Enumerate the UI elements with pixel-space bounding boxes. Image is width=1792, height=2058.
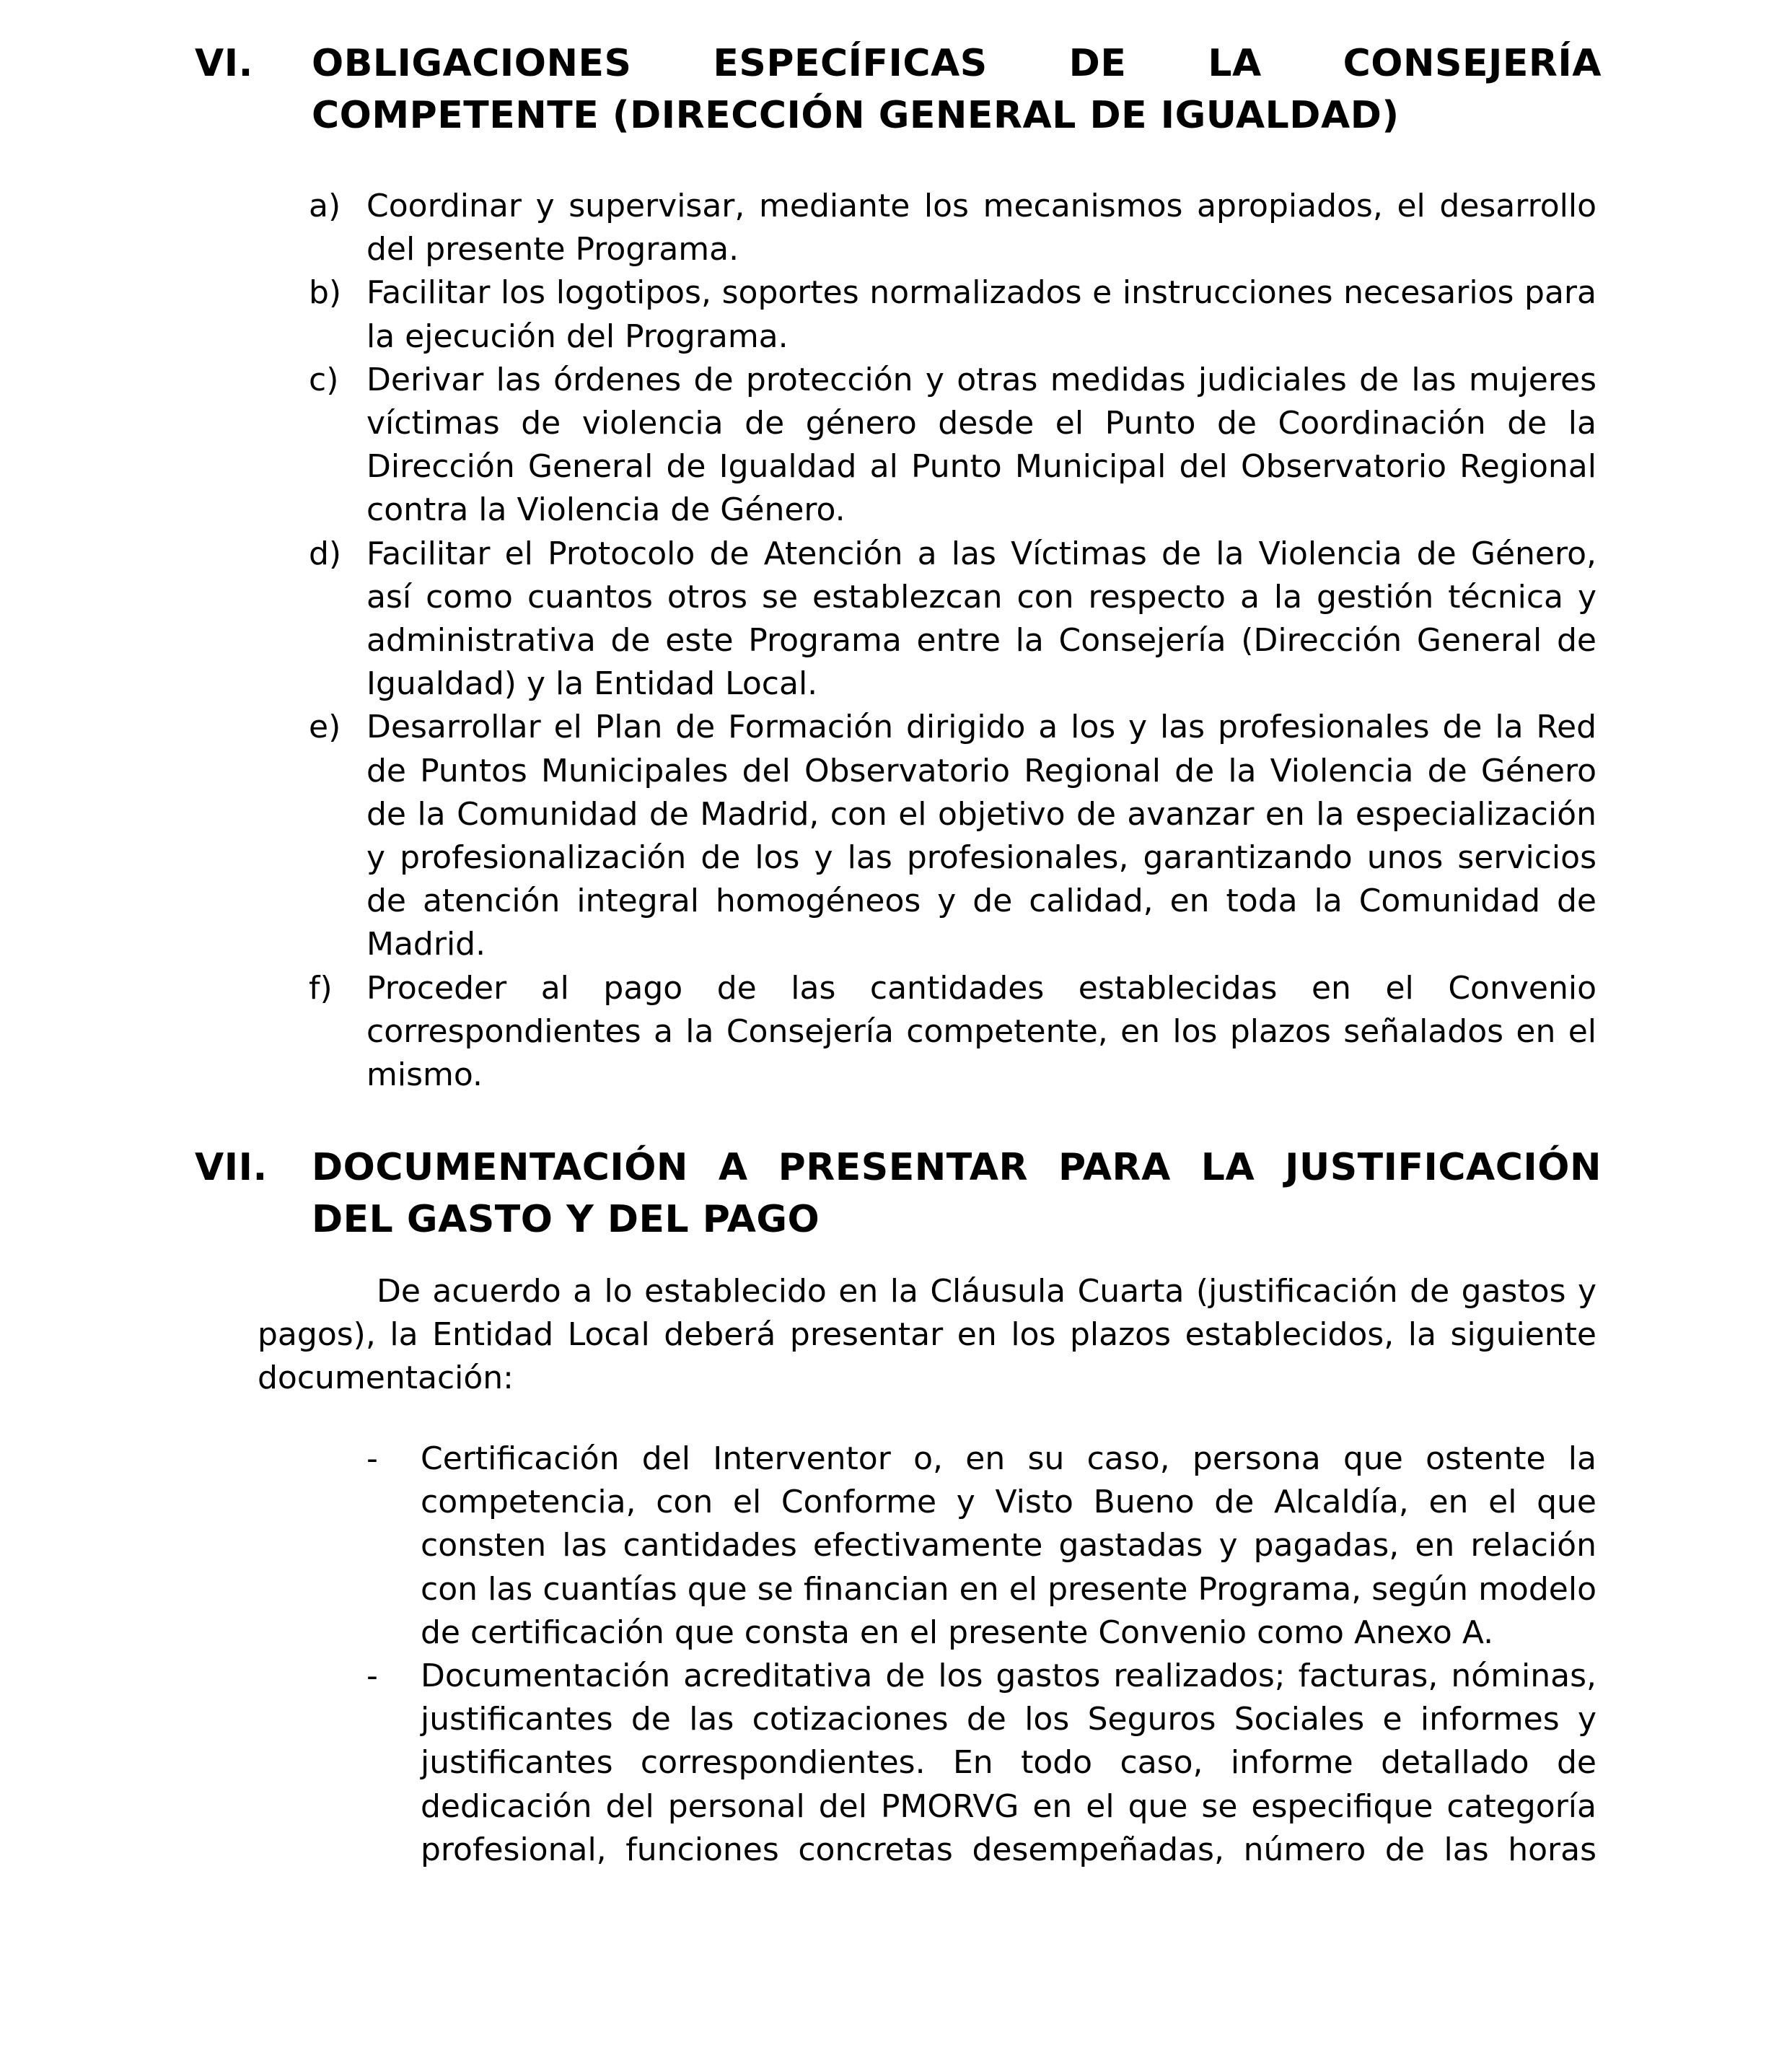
list-marker: a) <box>309 188 341 224</box>
list-item-text: Coordinar y supervisar, mediante los mecanismos apropiados, el desarrollo del presente Programa. <box>366 188 1596 268</box>
list-item <box>366 1437 1596 1655</box>
list-item <box>309 271 1596 358</box>
section-heading-vii <box>195 1142 1602 1245</box>
section-heading-vi <box>195 38 1602 141</box>
list-item-text: Facilitar los logotipos, soportes normalizados e instrucciones necesarios para la ejecución del Programa. <box>366 274 1596 355</box>
obligations-list <box>309 185 1596 1097</box>
section-title: OBLIGACIONES ESPECÍFICAS DE LA CONSEJERÍA COMPETENTE (DIRECCIÓN GENERAL DE IGUALDAD) <box>312 42 1602 137</box>
list-item-text: Derivar las órdenes de protección y otras medidas judiciales de las mujeres víctimas de violencia de género desde el Punto de Coordinación de la Dirección General de Igualdad al Punto Municipal del Observatorio Regional contra la Violencia de Género. <box>366 361 1596 529</box>
section-number: VI. <box>195 42 253 85</box>
list-marker: c) <box>309 361 339 398</box>
intro-paragraph: De acuerdo a lo establecido en la Cláusula Cuarta (justificación de gastos y pagos), la Entidad Local deberá presentar en los plazos establecidos, la siguiente documentación: <box>258 1273 1596 1397</box>
list-item <box>309 967 1596 1098</box>
list-item-text: Proceder al pago de las cantidades establecidas en el Convenio correspondientes a la Consejería competente, en los plazos señalados en el mismo. <box>366 969 1596 1094</box>
list-item-text: Documentación acreditativa de los gastos realizados; facturas, nóminas, justificantes de las cotizaciones de los Seguros Sociales e informes y justificantes correspondientes. En todo caso, informe detallado de dedicación del personal del PMORVG en el que se especifique categoría profesional, funciones concretas desempeñadas, número de las horas <box>421 1658 1596 1868</box>
list-marker: - <box>366 1658 378 1695</box>
list-marker: - <box>366 1440 378 1477</box>
list-marker: e) <box>309 709 341 746</box>
section-title: DOCUMENTACIÓN A PRESENTAR PARA LA JUSTIFICACIÓN DEL GASTO Y DEL PAGO <box>312 1146 1602 1241</box>
list-marker: d) <box>309 535 342 572</box>
list-item <box>309 706 1596 966</box>
section-number: VII. <box>195 1146 268 1189</box>
list-item <box>309 359 1596 533</box>
list-marker: f) <box>309 969 333 1007</box>
list-item <box>366 1655 1596 1872</box>
list-item-text: Certificación del Interventor o, en su caso, persona que ostente la competencia, con el Conforme y Visto Bueno de Alcaldía, en el que consten las cantidades efectivamente gastadas y pagadas, en relación con las cuantías que se financian en el presente Programa, según modelo de certificación que consta en el presente Convenio como Anexo A. <box>421 1440 1596 1651</box>
list-marker: b) <box>309 274 342 312</box>
list-item-text: Facilitar el Protocolo de Atención a las Víctimas de la Violencia de Género, así como cuantos otros se establezcan con respecto a la gestión técnica y administrativa de este Programa entre la Consejería (Dirección General de Igualdad) y la Entidad Local. <box>366 535 1596 703</box>
list-item <box>309 185 1596 271</box>
list-item <box>309 533 1596 706</box>
documentation-list <box>366 1437 1596 1872</box>
list-item-text: Desarrollar el Plan de Formación dirigido a los y las profesionales de la Red de Puntos Municipales del Observatorio Regional de la Violencia de Género de la Comunidad de Madrid, con el objetivo de avanzar en la especialización y profesionalización de los y las profesionales, garantizando unos servicios de atención integral homogéneos y de calidad, en toda la Comunidad de Madrid. <box>366 709 1596 963</box>
